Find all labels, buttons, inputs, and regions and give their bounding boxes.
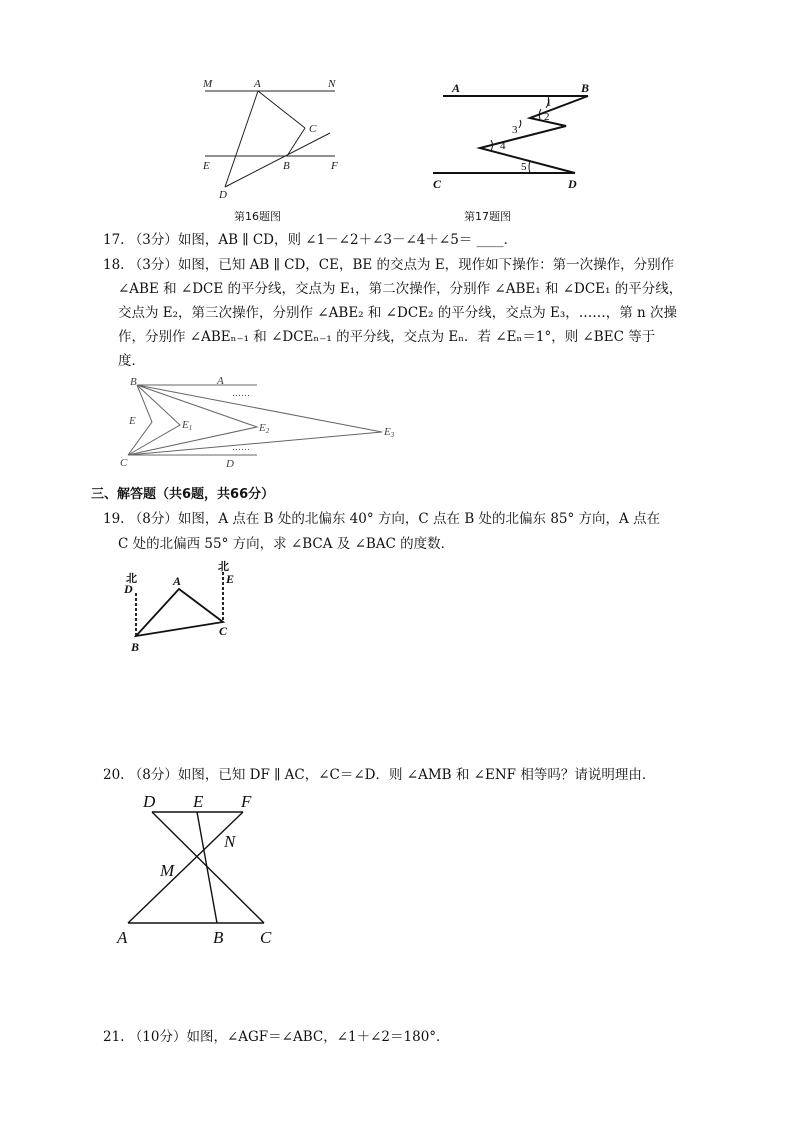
question-20: 20. （8分）如图，已知 DF ∥ AC，∠C＝∠D．则 ∠AMB 和 ∠ENF 相等吗？请说明理由． [103,767,656,783]
fig16-label-e: E [203,160,210,172]
question-17: 17. （3分）如图，AB ∥ CD，则 ∠1－∠2＋∠3－∠4＋∠5＝ ____． [103,232,518,248]
fig19-label-d: D [124,582,133,596]
fig16-label-n: N [328,78,336,90]
question-19-line-1: 19. （8分）如图，A 点在 B 处的北偏东 40° 方向，C 点在 B 处的北偏东 85° 方向，A 点在 [103,511,661,527]
question-18-line-5: 度． [118,353,145,369]
fig20-label-c: C [260,928,272,947]
fig18-dots-bottom: …… [232,442,250,452]
fig20-label-m: M [160,861,175,880]
fig20-label-a: A [117,928,128,947]
figure-17 [428,76,598,196]
fig16-label-b: B [283,160,290,172]
fig18-label-c: C [120,457,128,469]
fig16-label-f: F [331,160,338,172]
fig19-label-a: A [173,574,182,588]
fig18-label-e3: E3 [384,426,395,439]
fig18-label-e: E [129,415,136,427]
fig19-label-c: C [219,624,228,638]
fig18-label-e1: E1 [182,419,193,432]
question-19-line-2: C 处的北偏西 55° 方向，求 ∠BCA 及 ∠BAC 的度数． [118,536,455,552]
figure-19 [115,560,245,656]
fig17-label-c: C [433,177,442,191]
fig16-caption: 第16题图 [234,210,281,223]
figure-20 [112,788,282,948]
fig20-label-b: B [213,928,224,947]
question-18-line-2: ∠ABE 和 ∠DCE 的平分线，交点为 E₁，第二次操作，分别作 ∠ABE₁ 和 ∠DCE₁ 的平分线， [118,281,683,297]
fig18-label-e2: E2 [259,422,270,435]
fig18-label-a: A [217,375,224,387]
fig20-label-n: N [224,832,236,851]
fig17-label-b: B [581,81,590,95]
question-18-line-3: 交点为 E₂，第三次操作，分别作 ∠ABE₂ 和 ∠DCE₂ 的平分线，交点为 E₃，……，第 n 次操 [118,305,678,321]
fig20-label-f: F [241,792,252,811]
fig18-label-d: D [226,458,234,470]
fig20-label-d: D [143,792,156,811]
fig17-angle-5: 5 [521,161,527,173]
fig17-angle-1: 1 [546,97,552,109]
fig16-label-a: A [254,78,261,90]
fig18-label-b: B [130,376,137,388]
fig19-label-b: B [131,640,140,654]
fig17-angle-4: 4 [500,140,506,152]
figure-16 [195,72,355,204]
fig18-dots-top: …… [232,388,250,398]
fig16-label-d: D [219,189,227,201]
figure-18 [112,372,402,472]
section-3-heading: 三、解答题（共6题，共66分） [91,487,275,502]
fig17-angle-3: 3 [512,124,518,136]
fig20-label-e: E [193,792,204,811]
fig17-caption: 第17题图 [464,210,511,223]
fig17-angle-2: 2 [544,111,550,123]
question-18-line-4: 作，分别作 ∠ABEₙ₋₁ 和 ∠DCEₙ₋₁ 的平分线，交点为 Eₙ．若 ∠Eₙ＝1°，则 ∠BEC 等于 [118,329,656,345]
fig16-label-c: C [309,123,317,135]
fig19-label-north-right: 北 [218,561,229,573]
fig19-label-e: E [226,572,235,586]
fig19-label-north-left: 北 [126,573,137,585]
fig17-label-d: D [568,177,577,191]
question-21: 21. （10分）如图，∠AGF＝∠ABC，∠1＋∠2＝180°． [103,1029,450,1045]
question-18-line-1: 18. （3分）如图，已知 AB ∥ CD，CE，BE 的交点为 E，现作如下操作：第一次操作，分别作 [103,257,675,273]
fig17-label-a: A [452,81,461,95]
fig16-label-m: M [203,78,213,90]
